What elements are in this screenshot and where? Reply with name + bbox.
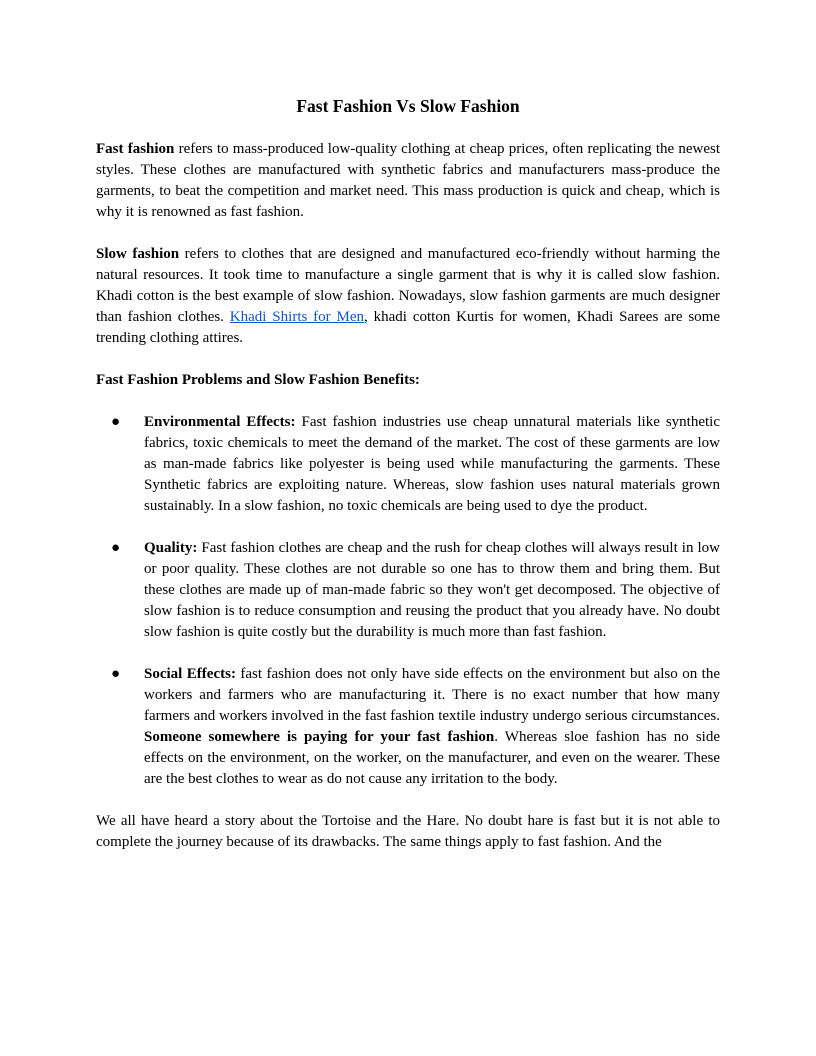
list-item-text: Fast fashion industries use cheap unnatural materials like synthetic fabrics, toxic chemicals to meet the demand of the market. The cost of these garments are low as man-made fabrics like polyester is being used while manufacturing the garments. These Synthetic fabrics are exploiting nature. Whereas, slow fashion uses natural materials grown sustainably. In a slow fashion, no toxic chemicals are being used to dye the product.: [144, 414, 720, 514]
bullet-icon: ●: [111, 666, 121, 682]
list-item-text: Fast fashion clothes are cheap and the rush for cheap clothes will always result in low or poor quality. These clothes are not durable so one has to throw them and bring them. But these clothes are made up of man-made fabric so they won't get decomposed. The objective of slow fashion is to reduce consumption and reusing the product that you already have. No doubt slow fashion is quite costly but the durability is much more than fast fashion.: [144, 540, 720, 640]
list-item-environmental: [96, 412, 720, 517]
term-slow-fashion: Slow fashion: [96, 246, 180, 262]
list-item-social: [96, 664, 720, 790]
list-item-label: Quality:: [144, 540, 198, 556]
bullet-icon: ●: [111, 414, 121, 430]
paragraph-slow-fashion-text: refers to clothes that are designed and manufactured eco-friendly without harming the natural resources. It took time to manufacture a single garment that is why it is called slow fashion. Khadi cotton is the best example of slow fashion. Nowadays, slow fashion garments are much designer than fashion clothes.: [96, 246, 720, 325]
paragraph-slow-fashion-text-end: , khadi cotton Kurtis for women, Khadi Sarees are some trending clothing attires.: [96, 309, 720, 346]
list-item-text: fast fashion does not only have side effects on the environment but also on the workers and farmers who are manufacturing it. There is no exact number that how many farmers and workers involved in the fast fashion textile industry undergo serious circumstances.: [144, 666, 720, 724]
list-item-inline-bold: Someone somewhere is paying for your fast fashion: [144, 729, 495, 745]
document-page: [96, 94, 720, 853]
page-title: Fast Fashion Vs Slow Fashion: [296, 96, 520, 116]
term-fast-fashion: Fast fashion: [96, 141, 175, 157]
benefits-list: [96, 412, 720, 790]
paragraph-closing: We all have heard a story about the Tortoise and the Hare. No doubt hare is fast but it is not able to complete the journey because of its drawbacks. The same things apply to fast fashion. And the: [96, 813, 720, 850]
section-subheading: Fast Fashion Problems and Slow Fashion Benefits:: [96, 372, 420, 388]
list-item-text-end: . Whereas sloe fashion has no side effects on the environment, on the worker, on the manufacturer, and even on the wearer. These are the best clothes to wear as do not cause any irritation to the body.: [144, 729, 721, 787]
bullet-icon: ●: [111, 540, 121, 556]
khadi-shirts-link[interactable]: Khadi Shirts for Men: [229, 309, 365, 325]
paragraph-fast-fashion: [96, 139, 720, 223]
paragraph-fast-fashion-text: refers to mass-produced low-quality clothing at cheap prices, often replicating the newest styles. These clothes are manufactured with synthetic fabrics and manufacturers mass-produce the garments, to beat the competition and market need. This mass production is quick and cheap, which is why it is renowned as fast fashion.: [96, 141, 720, 220]
list-item-quality: [96, 538, 720, 643]
list-item-label: Environmental Effects:: [144, 414, 296, 430]
list-item-label: Social Effects:: [144, 666, 236, 682]
paragraph-slow-fashion: [96, 244, 720, 349]
